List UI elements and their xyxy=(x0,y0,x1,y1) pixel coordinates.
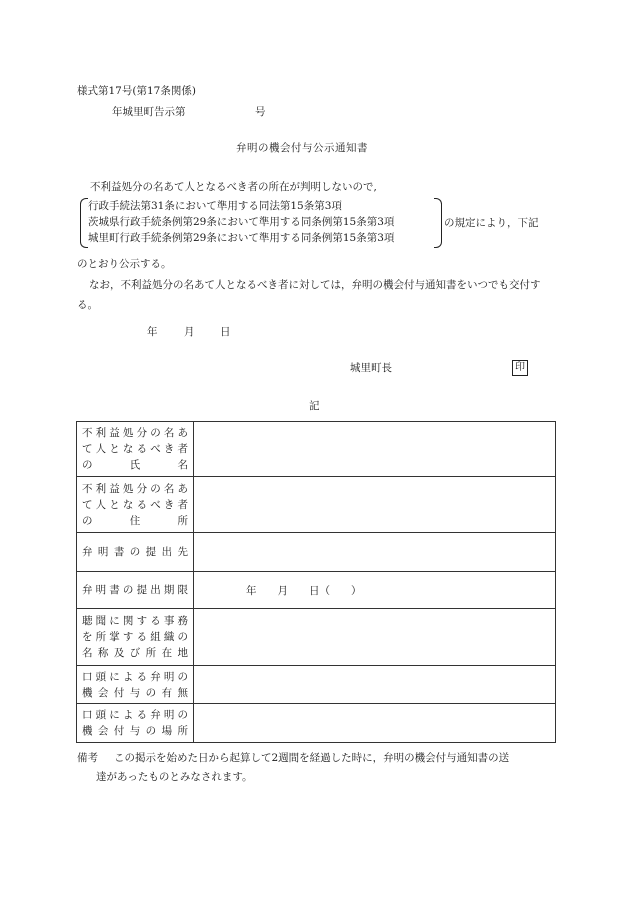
label-line: て人となるべき者 xyxy=(82,443,188,455)
notice-number-prefix: 年城里町告示第 xyxy=(112,106,186,118)
label-line: 機会付与の有無 xyxy=(82,686,188,699)
label-line: の 住 所 xyxy=(82,514,188,527)
row-label xyxy=(77,477,194,533)
label-line: 口頭による弁明の xyxy=(82,670,188,683)
row-label xyxy=(77,422,194,477)
table-row xyxy=(77,666,556,704)
table-row xyxy=(77,422,556,477)
date-day: 日 xyxy=(220,326,231,338)
label-line: 不利益処分の名あ xyxy=(82,482,188,495)
label-line: 口頭による弁明の xyxy=(82,709,188,721)
mayor-title: 城里町長 xyxy=(350,362,392,374)
submission-destination-cell[interactable] xyxy=(194,533,556,572)
date-month: 月 xyxy=(184,326,195,338)
name-value-cell[interactable] xyxy=(194,422,556,477)
notice-number-suffix: 号 xyxy=(255,106,266,118)
row-label xyxy=(77,666,194,704)
legal-basis-line: 行政手続法第31条において準用する同法第15条第3項 xyxy=(88,200,342,212)
row-label xyxy=(77,609,194,666)
table-row xyxy=(77,609,556,666)
right-brace xyxy=(434,198,442,248)
oral-hearing-availability-cell[interactable] xyxy=(194,666,556,704)
label-line: 名称及び所在地 xyxy=(82,647,188,659)
para1-ending: のとおり公示する。 xyxy=(77,258,172,270)
row-label xyxy=(77,533,194,572)
record-table xyxy=(76,421,556,743)
date-year: 年 xyxy=(147,326,158,338)
left-brace xyxy=(80,198,88,248)
table-row xyxy=(77,572,556,609)
table-row xyxy=(77,477,556,533)
legal-basis-line: 城里町行政手続条例第29条において準用する同条例第15条第3項 xyxy=(88,232,395,244)
label-line: て人となるべき者 xyxy=(82,498,188,511)
organization-value-cell[interactable] xyxy=(194,609,556,666)
label-line: 弁明書の提出先 xyxy=(82,546,188,558)
remarks-label: 備考 xyxy=(77,752,98,764)
form-number: 様式第17号(第17条関係) xyxy=(77,85,196,97)
oral-hearing-location-cell[interactable] xyxy=(194,704,556,743)
ki-heading: 記 xyxy=(309,400,320,412)
legal-basis-line: 茨城県行政手続条例第29条において準用する同条例第15条第3項 xyxy=(88,216,395,228)
legal-basis-brace xyxy=(80,198,442,248)
document-title: 弁明の機会付与公示通知書 xyxy=(236,142,368,154)
para2-text: なお，不利益処分の名あて人となるべき者に対しては，弁明の機会付与通知書をいつでも交付する。 xyxy=(77,279,541,311)
label-line: を所掌する組織の xyxy=(82,631,188,643)
label-line: 聴聞に関する事務 xyxy=(82,615,188,627)
label-line: 不利益処分の名あ xyxy=(82,427,188,439)
label-line: 機会付与の場所 xyxy=(82,725,188,737)
table-row xyxy=(77,533,556,572)
remarks-text: この掲示を始めた日から起算して2週間を経過した時に，弁明の機会付与通知書の送 xyxy=(114,752,510,764)
para1-text: 不利益処分の名あて人となるべき者の所在が判明しないので, xyxy=(90,181,377,193)
row-label xyxy=(77,704,194,743)
label-line: の 氏 名 xyxy=(82,459,188,471)
table-row xyxy=(77,704,556,743)
row-label xyxy=(77,572,194,609)
remarks-text-continued: 達があったものとみなされます。 xyxy=(96,771,253,783)
seal-stamp: 印 xyxy=(512,360,528,376)
deadline-value-cell[interactable]: 年 月 日（ ） xyxy=(194,572,556,609)
address-value-cell[interactable] xyxy=(194,477,556,533)
para1-continuation: の規定により，下記 xyxy=(444,217,539,229)
label-line: 弁明書の提出期限 xyxy=(82,584,188,596)
